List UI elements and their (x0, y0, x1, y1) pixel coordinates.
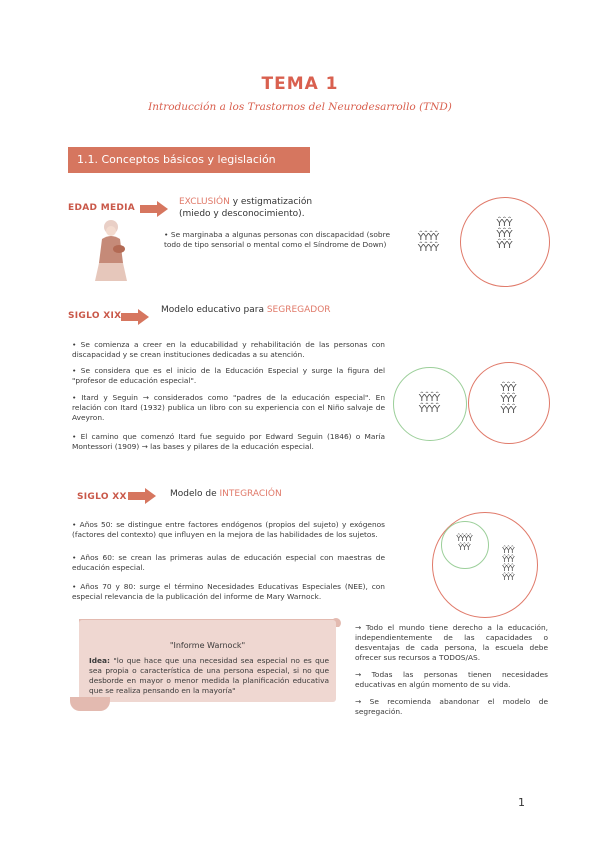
era-label-siglo-xx: SIGLO XX (77, 492, 127, 502)
siglo-xix-bullet-4: • El camino que comenzó Itard fue seguido por Edward Seguin (1846) o María Montessori (1909) → las bases y pilares de la educación especial. (72, 432, 385, 451)
included-people-icon: ŶŶŶ ŶŶŶ ŶŶŶ (496, 218, 512, 251)
era-label-siglo-xix: SIGLO XIX (68, 311, 122, 321)
scroll-bottom-decoration (70, 697, 110, 711)
majority-people-icon: ŶŶŶ ŶŶŶ ŶŶŶ ŶŶŶ (502, 546, 514, 582)
segregated-people-icon: ŶŶŶŶ ŶŶŶŶ (418, 393, 440, 415)
siglo-xix-heading: Modelo educativo para SEGREGADOR (161, 305, 331, 315)
siglo-xx-heading: Modelo de INTEGRACIÓN (170, 489, 282, 499)
edad-media-heading: EXCLUSIÓN y estigmatización (179, 197, 313, 207)
excluded-people-icon: ŶŶŶŶ ŶŶŶŶ (417, 232, 439, 254)
siglo-xix-bullet-2: • Se considera que es el inicio de la Educación Especial y surge la figura del "profesor de educación especial". (72, 366, 385, 385)
arrow-right-icon (140, 201, 168, 217)
warnock-title: "Informe Warnock" (169, 641, 246, 650)
medieval-woman-illustration (91, 219, 131, 283)
edad-media-bullet: • Se marginaba a algunas personas con discapacidad (sobre todo de tipo sensorial o mental como el Síndrome de Down) (164, 230, 390, 249)
siglo-xix-bullet-1: • Se comienza a creer en la educabilidad y rehabilitación de las personas con discapacidad y se crean instituciones dedicadas a su atención. (72, 340, 385, 359)
arrow-right-icon (128, 488, 156, 504)
majority-people-icon: ŶŶŶ ŶŶŶ ŶŶŶ (500, 383, 516, 416)
right-note-3: → Se recomienda abandonar el modelo de segregación. (355, 697, 548, 716)
page-title: TEMA 1 (261, 74, 339, 94)
section-heading: 1.1. Conceptos básicos y legislación actual (68, 147, 310, 173)
edad-media-heading-line2: (miedo y desconocimiento). (179, 209, 305, 219)
arrow-right-icon (121, 309, 149, 325)
right-note-2: → Todas las personas tienen necesidades educativas en algún momento de su vida. (355, 670, 548, 689)
right-note-1: → Todo el mundo tiene derecho a la educación, independientemente de las capacidades o desventajas de cada persona, la escuela debe ofrecer sus recursos a TODOS/AS. (355, 623, 548, 662)
page-subtitle: Introducción a los Trastornos del Neurodesarrollo (TND) (148, 101, 452, 113)
integrated-people-icon: ŶŶŶŶ ŶŶŶ (456, 534, 472, 552)
siglo-xix-bullet-3: • Itard y Seguin → considerados como "padres de la educación especial". En relación con Itard (1932) publica un libro con su experiencia con el Niño salvaje de Aveyron. (72, 393, 385, 422)
era-label-edad-media: EDAD MEDIA (68, 203, 136, 213)
siglo-xx-bullet-1: • Años 50: se distingue entre factores endógenos (propios del sujeto) y exógenos (factores del contexto) que influyen en la mejora de las habilidades de los sujetos. (72, 520, 385, 539)
siglo-xx-bullet-3: • Años 70 y 80: surge el término Necesidades Educativas Especiales (NEE), con especial relevancia de la publicación del informe de Mary Warnock. (72, 582, 385, 601)
warnock-idea: Idea: "lo que hace que una necesidad sea especial no es que sea propia o característica de una persona especial, si no que desborde en mayor o menor medida la planificación educativa que se realiza pensando en la mayoría" (89, 656, 329, 695)
siglo-xx-bullet-2: • Años 60: se crean las primeras aulas de educación especial con maestras de educación especial. (72, 553, 385, 572)
page-number: 1 (518, 796, 525, 809)
